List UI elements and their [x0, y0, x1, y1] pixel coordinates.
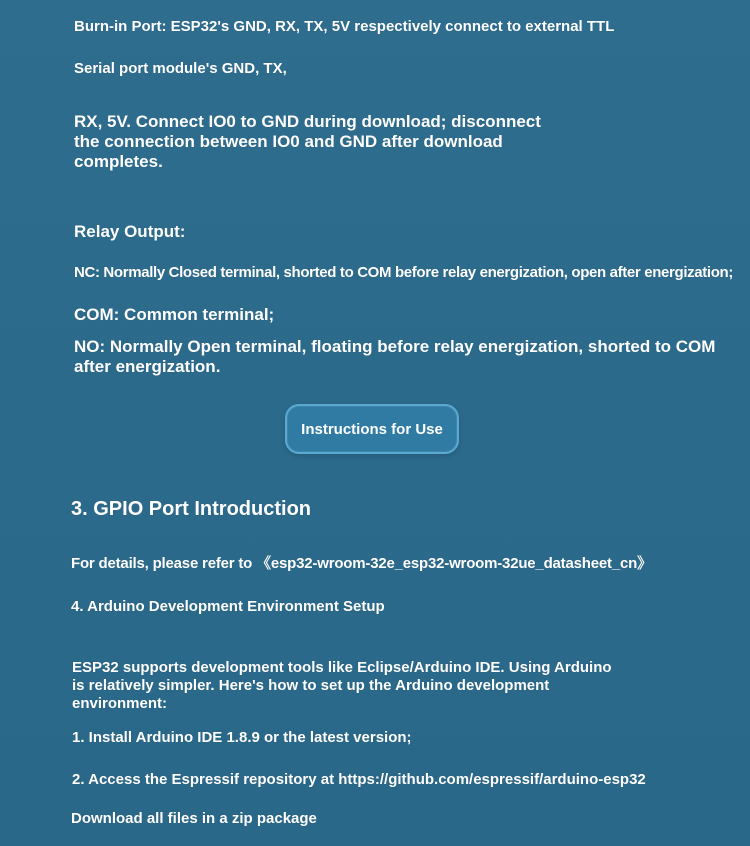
serial-module-text: Serial port module's GND, TX, [74, 60, 287, 77]
esp32-supports-text: ESP32 supports development tools like Eclipse/Arduino IDE. Using Arduino is relatively simpler. Here's how to set up the Arduino development environment: [72, 659, 612, 712]
step-2-text: 2. Access the Espressif repository at https://github.com/espressif/arduino-esp32 [72, 771, 646, 788]
arduino-section-heading: 4. Arduino Development Environment Setup [71, 598, 385, 615]
datasheet-reference-text: For details, please refer to 《esp32-wroom-32e_esp32-wroom-32ue_datasheet_cn》 [71, 555, 652, 572]
step-1-text: 1. Install Arduino IDE 1.8.9 or the latest version; [72, 729, 412, 746]
relay-output-heading: Relay Output: [74, 222, 186, 241]
instructions-for-use-button[interactable]: Instructions for Use [285, 404, 459, 454]
nc-terminal-text: NC: Normally Closed terminal, shorted to COM before relay energization, open after energization; [74, 264, 734, 281]
burn-in-port-text: Burn-in Port: ESP32's GND, RX, TX, 5V respectively connect to external TTL [74, 18, 615, 35]
no-terminal-text: NO: Normally Open terminal, floating before relay energization, shorted to COM after energization. [74, 337, 716, 376]
download-zip-text: Download all files in a zip package [71, 810, 317, 827]
rx-5v-text: RX, 5V. Connect IO0 to GND during download; disconnect the connection between IO0 and GND after download completes. [74, 112, 541, 171]
com-terminal-text: COM: Common terminal; [74, 305, 275, 324]
gpio-section-heading: 3. GPIO Port Introduction [71, 498, 311, 520]
